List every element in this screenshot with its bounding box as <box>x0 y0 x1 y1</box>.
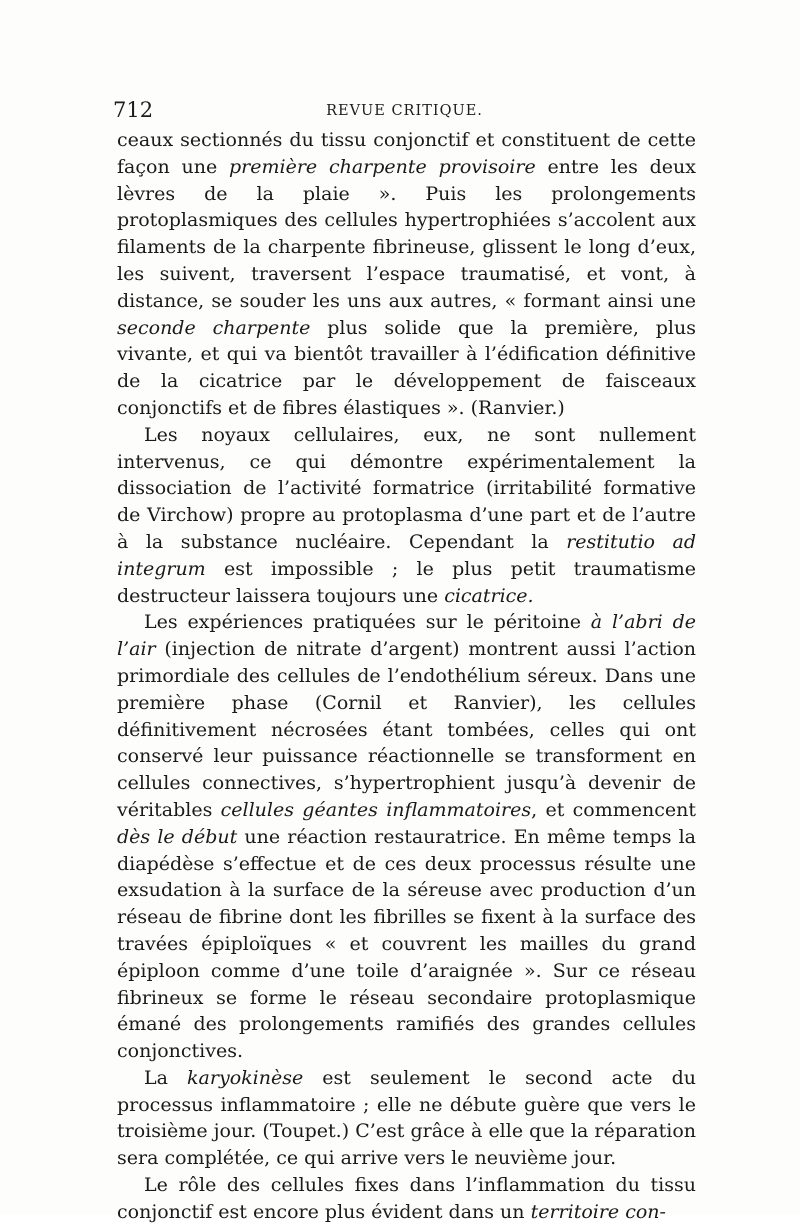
italic-text-run: cellules géantes inflammatoires <box>220 798 532 821</box>
italic-text-run: à l’abri de l’air <box>117 611 696 661</box>
running-title: REVUE CRITIQUE. <box>326 103 483 119</box>
paragraph <box>117 609 696 1065</box>
text-run: Le rôle des cellules fixes dans l’inflammation du tissu conjonctif est encore plus évident dans un <box>117 1174 696 1223</box>
text-run: (injection de nitrate d’argent) montrent aussi l’action primordiale des cellules de l’endothélium séreux. Dans une première phase (Cornil et Ranvier), les cellules définitivement nécrosées étant tombées, celles qui ont conservé leur puissance réactionnelle se transforment en cellules connectives, s’hypertrophient jusqu’à devenir de véritables <box>117 638 696 821</box>
body-text <box>117 127 696 1226</box>
italic-text-run: territoire con- <box>530 1200 666 1223</box>
text-run: est seulement le second acte du processus inflammatoire ; elle ne débute guère que vers le troisième jour. (Toupet.) C’est grâce à elle que la réparation sera complétée, ce qui arrive vers le neuvième jour. <box>117 1066 696 1170</box>
italic-text-run: karyokinèse <box>187 1066 304 1089</box>
italic-text-run: cicatrice. <box>444 584 534 607</box>
paragraph <box>117 422 696 610</box>
text-run: plus solide que la première, plus vivante, et qui va bientôt travailler à l’édification définitive de la cicatrice par le développement de faisceaux conjonctifs et de fibres élastiques ». (Ranvier.) <box>117 316 696 419</box>
text-run: une réaction restauratrice. En même temps la diapédèse s’effectue et de ces deux processus résulte une exsudation à la surface de la séreuse avec production d’un réseau de fibrine dont les fibrilles se fixent à la surface des travées épiploïques « et couvrent les mailles du grand épiploon comme d’une toile d’araignée ». Sur ce réseau fibrineux se forme le réseau secondaire protoplasmique émané des prolongements ramifiés des grandes cellules conjonctives. <box>117 825 697 1063</box>
page-header <box>113 97 696 123</box>
text-run: ceaux sectionnés du tissu conjonctif et constituent de cette façon une <box>117 129 696 178</box>
text-run: entre les deux lèvres de la plaie ». Puis les prolongements protoplasmiques des cellules hypertrophiées s’accolent aux filaments de la charpente fibrineuse, glissent le long d’eux, les suivent, traversent l’espace traumatisé, et vont, à distance, se souder les uns aux autres, « formant ainsi une <box>117 155 696 312</box>
italic-text-run: première charpente provisoire <box>229 155 536 178</box>
text-run: est impossible ; le plus petit traumatisme destructeur laissera toujours une <box>117 557 696 607</box>
paragraph <box>117 1172 696 1226</box>
text-run: Les noyaux cellulaires, eux, ne sont nullement intervenus, ce qui démontre expérimentalement la dissociation de l’activité formatrice (irritabilité formative de Virchow) propre au protoplasma d’une part et de l’autre à la substance nucléaire. Cependant la <box>117 423 696 553</box>
italic-text-run: restitutio ad integrum <box>117 530 697 580</box>
italic-text-run: seconde charpente <box>117 316 311 339</box>
text-run: Les expériences pratiquées sur le péritoine <box>144 611 591 634</box>
text-run: , et commencent <box>531 798 696 821</box>
paragraph <box>117 1065 696 1172</box>
text-run: La <box>144 1066 188 1089</box>
italic-text-run: dès le début <box>117 825 238 848</box>
page-number: 712 <box>113 98 154 122</box>
paragraph-continuation <box>117 127 696 422</box>
